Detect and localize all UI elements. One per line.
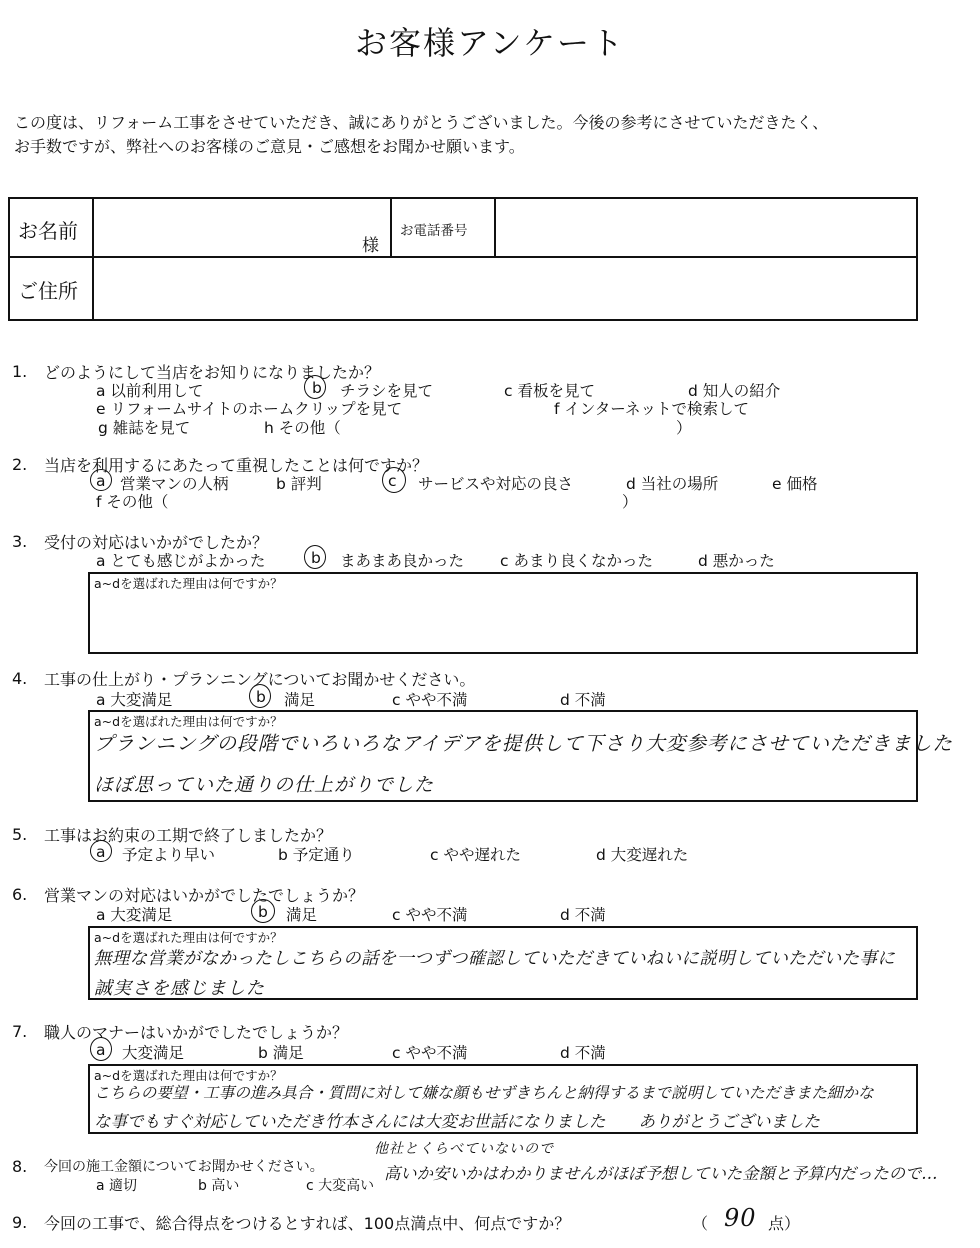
page-title: お客様アンケート [354,24,626,62]
q5-option-b[interactable]: b 予定通り [278,846,355,864]
q2-option-a[interactable]: 営業マンの人柄 [120,475,229,493]
q6-handwritten-line-1: 無理な営業がなかったしこちらの話を一つずつ確認していただきていねいに説明していただいた事に [94,949,895,969]
q4-selected-circle [249,684,271,708]
q7-option-a[interactable]: 大変満足 [122,1044,185,1062]
q1-question: どのようにして当店をお知りになりましたか？ [44,363,381,382]
q1-option-h[interactable]: h その他（ [264,419,341,437]
q3-option-d[interactable]: d 悪かった [698,552,775,570]
q6-option-b-mark[interactable]: b [258,903,268,921]
q9-number: 9. [12,1213,28,1232]
q9-question: 今回の工事で、総合得点をつけるとすれば、100点満点中、何点ですか？ [44,1214,571,1233]
q2-selected-circle-a [90,469,112,491]
form-phone-label-divider [494,199,496,256]
q8-option-a[interactable]: a 適切 [96,1178,138,1194]
q6-option-b[interactable]: 満足 [286,906,318,924]
address-field[interactable] [96,259,912,317]
q1-option-f[interactable]: f インターネットで検索して [554,400,749,418]
q1-selected-circle [304,375,326,399]
q1-number: 1. [12,362,28,381]
q7-reason-label: a~dを選ばれた理由は何ですか？ [94,1068,283,1083]
q1-option-d[interactable]: d 知人の紹介 [688,382,781,400]
q9-score-unit: 点） [768,1214,801,1233]
q3-selected-circle [304,545,326,569]
q8-handwritten-note-top: 他社とくらべていないので [374,1141,554,1157]
contact-form [8,197,918,321]
q2-question: 当店を利用するにあたって重視したことは何ですか？ [44,456,429,475]
q3-option-b-mark[interactable]: b [311,549,321,567]
q4-option-a[interactable]: a 大変満足 [96,691,173,709]
q6-option-a[interactable]: a 大変満足 [96,906,173,924]
q5-question: 工事はお約束の工期で終了しましたか？ [44,826,333,845]
sama-label: 様 [362,236,379,256]
q4-option-b[interactable]: 満足 [284,691,316,709]
q6-number: 6. [12,885,28,904]
q9-score-open: （ [692,1214,709,1233]
q4-option-b-mark[interactable]: b [256,688,266,706]
q7-question: 職人のマナーはいかがでしたでしょうか？ [44,1023,349,1042]
q4-reason-box[interactable] [88,710,953,802]
q6-question: 営業マンの対応はいかがでしたでしょうか？ [44,886,365,905]
q7-handwritten-line-2: な事でもすぐ対応していただき竹本さんには大変お世話になりました ありがとうございました [94,1112,820,1131]
q1-option-a[interactable]: a 以前利用して [96,382,204,400]
q1-option-e[interactable]: e リフォームサイトのホームクリップを見て [96,400,403,418]
q4-number: 4. [12,669,28,688]
intro-line-1: この度は、リフォーム工事をさせていただき、誠にありがとうございました。今後の参考にさせていただきたく、 [14,113,829,132]
q7-option-b[interactable]: b 満足 [258,1044,304,1062]
q4-handwritten-line-2: ほぼ思っていた通りの仕上がりでした [94,774,435,796]
q4-option-d[interactable]: d 不満 [560,691,606,709]
q6-option-d[interactable]: d 不満 [560,906,606,924]
q1-option-b[interactable]: チラシを見て [340,382,434,400]
q2-number: 2. [12,455,28,474]
q3-reason-label: a~dを選ばれた理由は何ですか？ [94,576,283,591]
q5-option-a-mark[interactable]: a [96,843,106,861]
q7-reason-box[interactable] [88,1064,918,1134]
q5-selected-circle [90,840,112,862]
q6-reason-box[interactable] [88,926,918,1000]
q4-handwritten-line-1: プランニングの段階でいろいろなアイデアを提供して下さり大変参考にさせていただきました [94,732,953,755]
q5-option-a[interactable]: 予定より早い [122,846,216,864]
form-label-divider [92,199,94,319]
q2-option-e[interactable]: e 価格 [772,475,818,493]
form-phone-divider [390,199,392,256]
q2-option-f-close: ） [622,493,638,511]
q2-option-d[interactable]: d 当社の場所 [626,475,719,493]
q3-option-c[interactable]: c あまり良くなかった [500,552,653,570]
q3-number: 3. [12,532,28,551]
q2-option-b[interactable]: b 評判 [276,475,322,493]
q1-option-h-close: ） [676,419,692,437]
q3-reason-box[interactable] [88,572,918,654]
name-label: お名前 [18,219,78,243]
q4-reason-label: a~dを選ばれた理由は何ですか？ [94,714,283,729]
q7-number: 7. [12,1022,28,1041]
q8-number: 8. [12,1157,28,1176]
q4-question: 工事の仕上がり・プランニングについてお聞かせください。 [44,670,476,689]
q1-option-c[interactable]: c 看板を見て [504,382,595,400]
q9-score-value[interactable]: 90 [724,1204,757,1232]
q7-option-a-mark[interactable]: a [96,1041,106,1059]
q8-option-c[interactable]: c 大変高い [306,1178,375,1194]
q7-option-d[interactable]: d 不満 [560,1044,606,1062]
q3-question: 受付の対応はいかがでしたか？ [44,533,269,552]
q2-option-c[interactable]: サービスや対応の良さ [418,475,574,493]
q2-option-c-mark[interactable]: c [388,472,397,490]
phone-field[interactable] [498,201,912,253]
q3-option-a[interactable]: a とても感じがよかった [96,552,266,570]
q1-option-b-mark[interactable]: b [312,379,322,397]
q2-option-a-mark[interactable]: a [96,472,106,490]
q8-handwritten-comment: 高いか安いかはわかりませんがほぼ予想していた金額と予算内だったので… [384,1164,938,1183]
q6-option-c[interactable]: c やや不満 [392,906,468,924]
q8-question: 今回の施工金額についてお聞かせください。 [44,1159,324,1175]
q6-reason-label: a~dを選ばれた理由は何ですか？ [94,930,283,945]
q5-number: 5. [12,825,28,844]
q7-handwritten-line-1: こちらの要望・工事の進み具合・質問に対して嫌な顔もせずきちんと納得するまで説明していただきまた細かな [94,1084,874,1102]
phone-label: お電話番号 [400,223,468,239]
name-field[interactable] [96,201,360,253]
q5-option-c[interactable]: c やや遅れた [430,846,521,864]
q6-selected-circle [251,899,275,923]
q2-selected-circle-c [382,467,406,493]
form-divider [10,256,916,258]
address-label: ご住所 [18,279,78,303]
q2-option-f[interactable]: f その他（ [96,493,169,511]
q8-option-b[interactable]: b 高い [198,1178,240,1194]
q7-selected-circle [90,1037,112,1061]
q7-option-c[interactable]: c やや不満 [392,1044,468,1062]
q5-option-d[interactable]: d 大変遅れた [596,846,689,864]
q1-option-g[interactable]: g 雑誌を見て [98,419,191,437]
intro-line-2: お手数ですが、弊社へのお客様のご意見・ご感想をお聞かせ願います。 [14,137,525,156]
q4-option-c[interactable]: c やや不満 [392,691,468,709]
q3-option-b[interactable]: まあまあ良かった [340,552,465,570]
q6-handwritten-line-2: 誠実さを感じました [94,978,265,999]
